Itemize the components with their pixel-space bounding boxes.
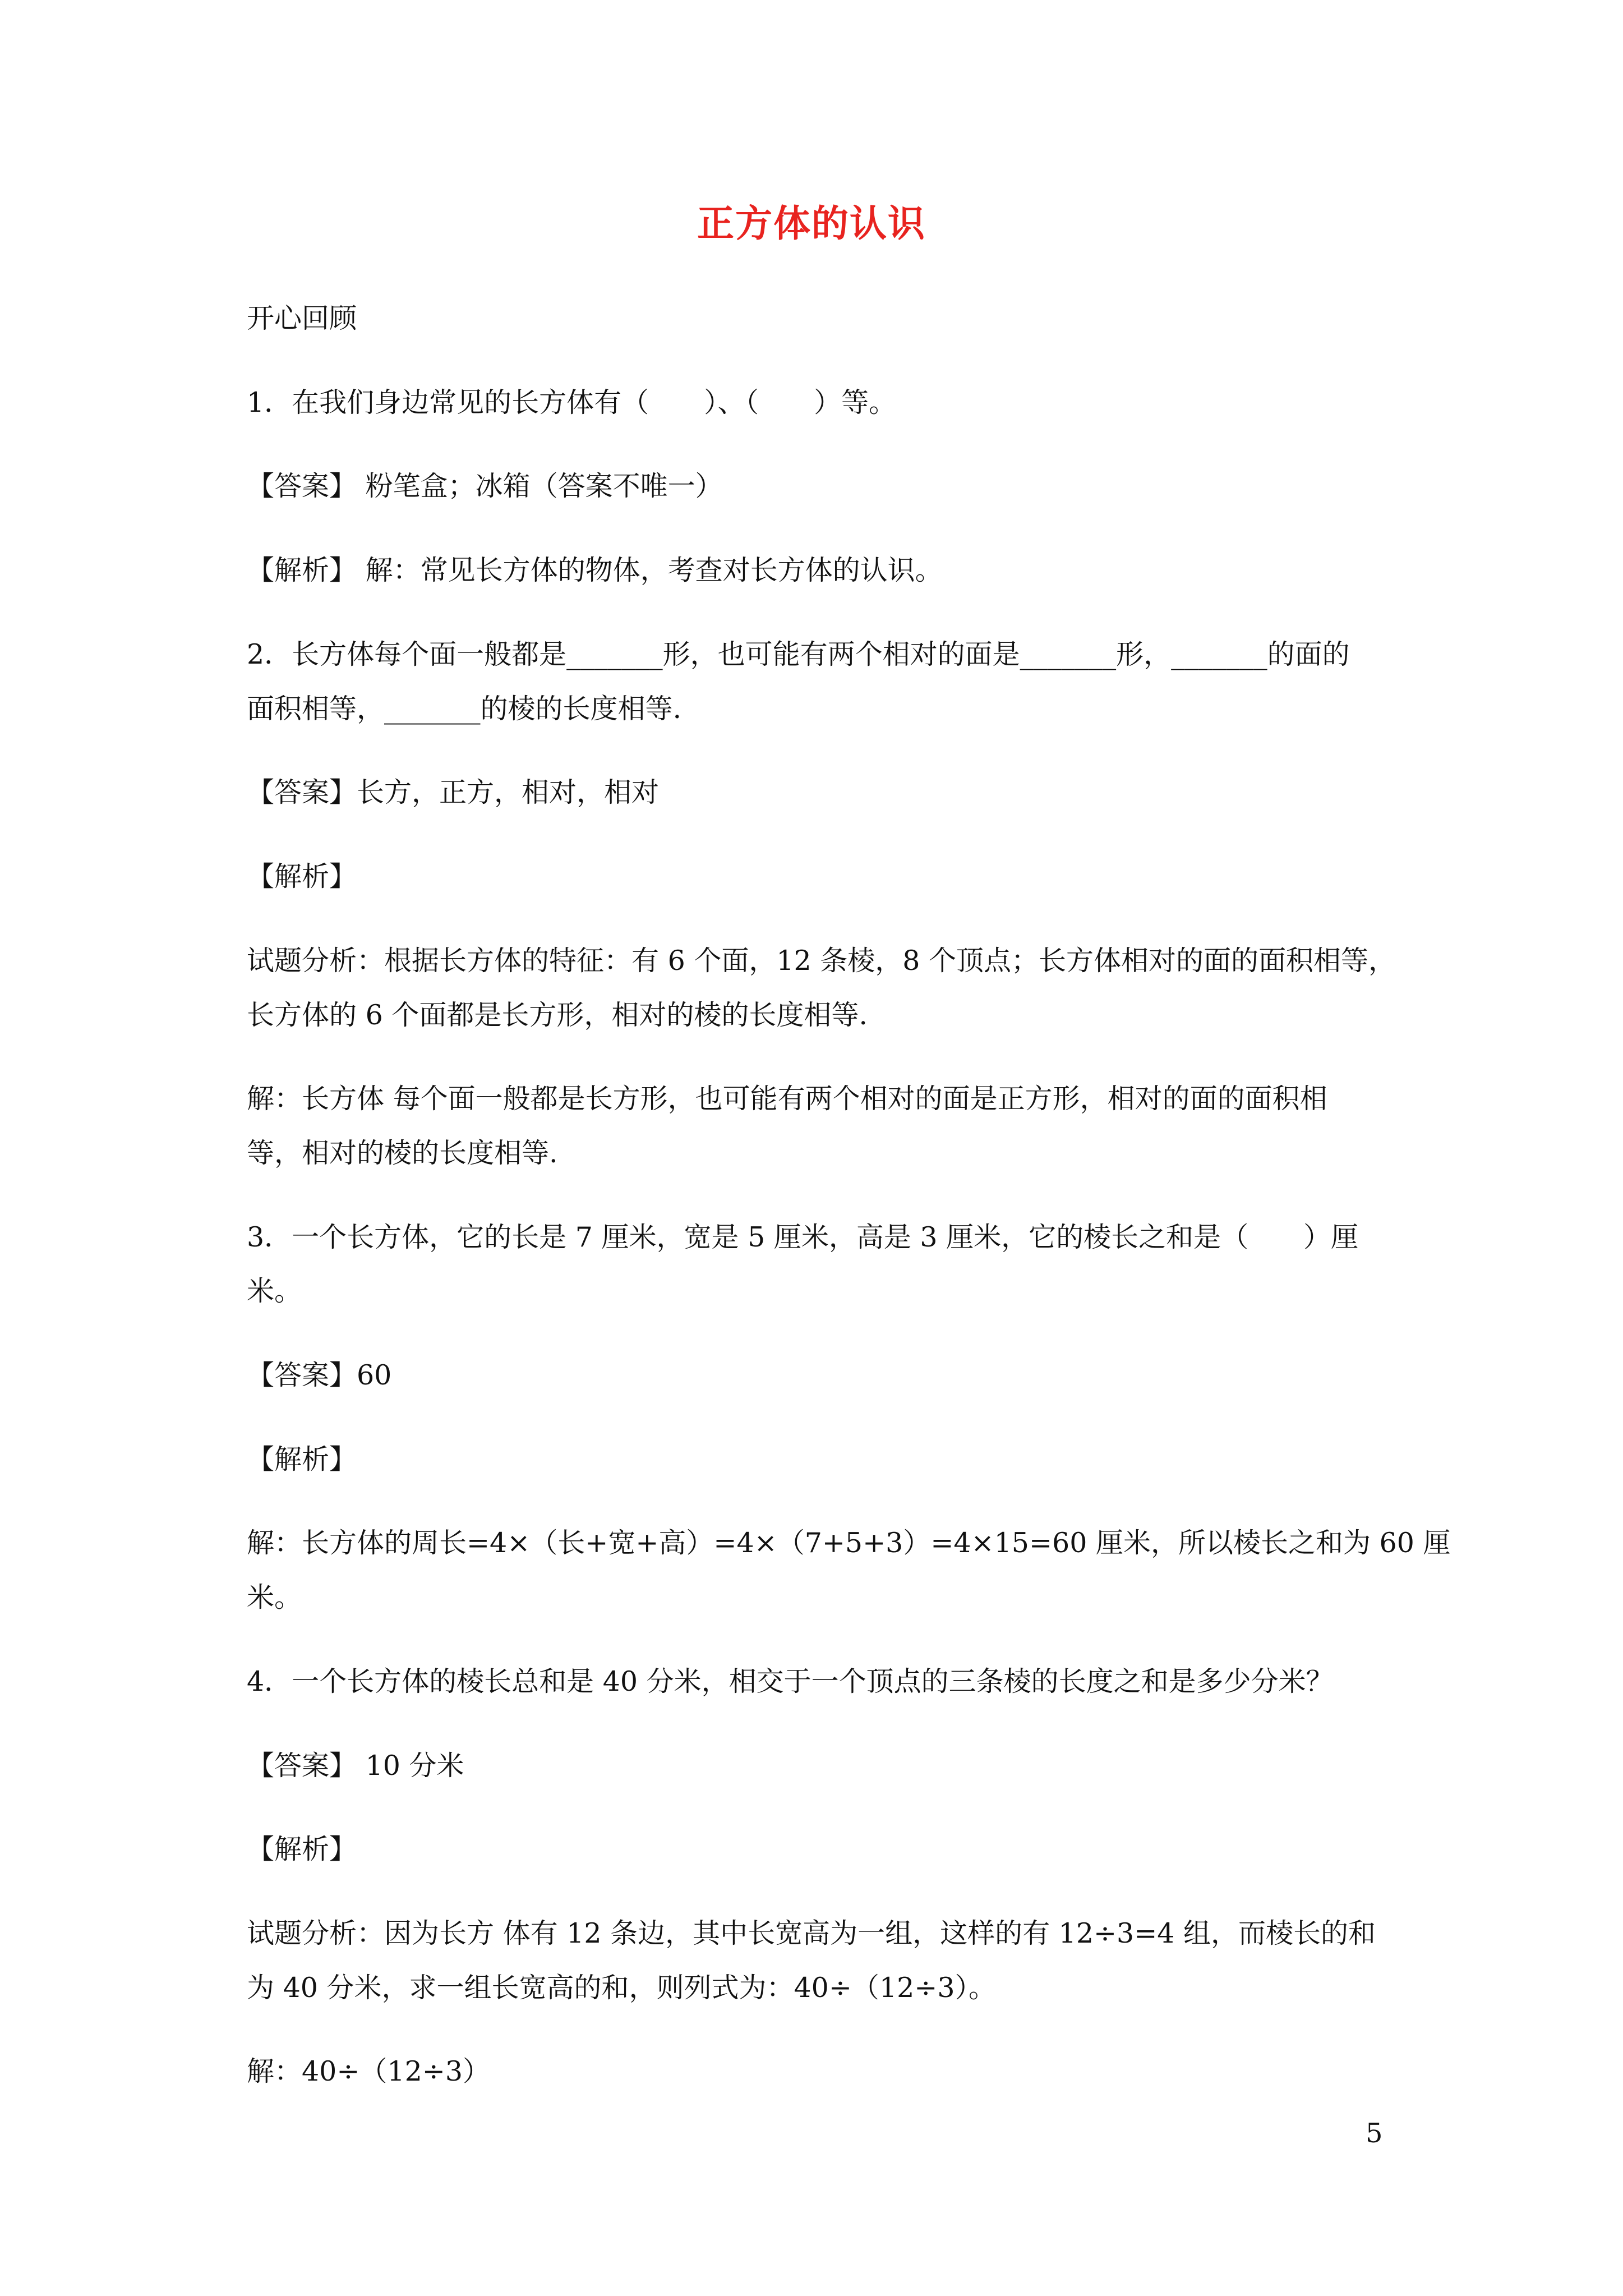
q2-question-line-1: 2．长方体每个面一般都是_______形，也可能有两个相对的面是_______形，_______的面的 bbox=[247, 638, 1350, 670]
q4-answer: 【答案】 10 分米 bbox=[247, 1750, 464, 1782]
q2-answer: 【答案】长方，正方，相对，相对 bbox=[247, 776, 660, 808]
q4-analysis-line-2: 为 40 分米，求一组长宽高的和，则列式为：40÷（12÷3）。 bbox=[247, 1972, 996, 2004]
q3-question-line-1: 3．一个长方体，它的长是 7 厘米，宽是 5 厘米，高是 3 厘米，它的棱长之和是（ ）厘 bbox=[247, 1221, 1359, 1253]
q2-analysis-label: 【解析】 bbox=[247, 861, 357, 892]
q4-analysis-line-1: 试题分析：因为长方 体有 12 条边，其中长宽高为一组，这样的有 12÷3=4 组，而棱长的和 bbox=[247, 1917, 1376, 1949]
q2-analysis-line-1: 试题分析：根据长方体的特征：有 6 个面，12 条棱，8 个顶点；长方体相对的面的面积相等， bbox=[247, 945, 1396, 977]
q2-analysis-line-2: 长方体的 6 个面都是长方形，相对的棱的长度相等. bbox=[247, 999, 868, 1031]
q1-answer: 【答案】 粉笔盒；冰箱（答案不唯一） bbox=[247, 470, 723, 502]
section-heading: 开心回顾 bbox=[247, 302, 357, 334]
page-title: 正方体的认识 bbox=[697, 202, 926, 245]
q2-solution-line-2: 等，相对的棱的长度相等. bbox=[247, 1137, 558, 1169]
q4-question: 4．一个长方体的棱长总和是 40 分米，相交于一个顶点的三条棱的长度之和是多少分米？ bbox=[247, 1665, 1334, 1697]
q3-analysis-label: 【解析】 bbox=[247, 1443, 357, 1475]
q4-analysis-label: 【解析】 bbox=[247, 1833, 357, 1865]
q3-question-line-2: 米。 bbox=[247, 1275, 302, 1307]
q3-solution-line-1: 解：长方体的周长=4×（长+宽+高）=4×（7+5+3）=4×15=60 厘米，所以棱长之和为 60 厘 bbox=[247, 1527, 1451, 1559]
q4-solution: 解：40÷（12÷3） bbox=[247, 2055, 490, 2087]
q3-answer: 【答案】60 bbox=[247, 1359, 392, 1391]
q3-solution-line-2: 米。 bbox=[247, 1581, 302, 1613]
page-number: 5 bbox=[1366, 2118, 1383, 2149]
q2-question-line-2: 面积相等，_______的棱的长度相等. bbox=[247, 693, 682, 725]
q1-question: 1．在我们身边常见的长方体有（ ）、（ ）等。 bbox=[247, 386, 897, 418]
q1-analysis: 【解析】 解：常见长方体的物体，考查对长方体的认识。 bbox=[247, 554, 943, 586]
q2-solution-line-1: 解：长方体 每个面一般都是长方形，也可能有两个相对的面是正方形，相对的面的面积相 bbox=[247, 1083, 1327, 1115]
